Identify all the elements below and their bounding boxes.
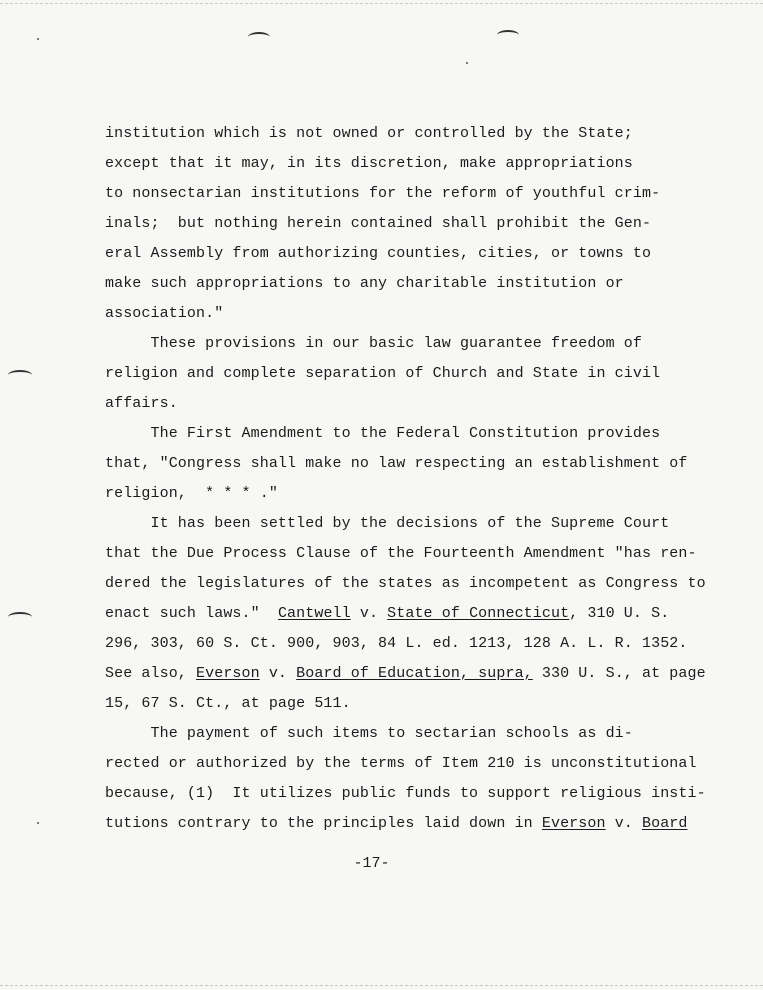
text-segment: 330 U. S., at page (532, 665, 706, 682)
text-segment: because, (1) It utilizes public funds to support religious insti- (105, 785, 706, 802)
text-line (105, 239, 705, 269)
text-line (105, 209, 705, 239)
text-line (105, 659, 705, 689)
margin-punch-mark (8, 612, 32, 622)
text-line (105, 629, 705, 659)
page-top-edge (0, 3, 763, 4)
text-line (105, 449, 705, 479)
text-segment: that, "Congress shall make no law respecting an establishment of (105, 455, 688, 472)
text-segment: v. (605, 815, 642, 832)
text-segment: institution which is not owned or controlled by the State; (105, 125, 633, 142)
text-line (105, 269, 705, 299)
text-segment: The First Amendment to the Federal Constitution provides (105, 425, 661, 442)
scan-speck (466, 62, 468, 64)
punch-hole-mark (248, 32, 270, 42)
text-line (105, 689, 705, 719)
text-segment: enact such laws." (105, 605, 278, 622)
text-segment: except that it may, in its discretion, make appropriations (105, 155, 633, 172)
text-segment: dered the legislatures of the states as incompetent as Congress to (105, 575, 706, 592)
text-line (105, 599, 705, 629)
text-segment: inals; but nothing herein contained shall prohibit the Gen- (105, 215, 652, 232)
case-citation: Board of Education, supra, (296, 665, 533, 682)
text-line (105, 479, 705, 509)
case-citation: Everson (196, 665, 260, 682)
text-segment: to nonsectarian institutions for the reform of youthful crim- (105, 185, 661, 202)
text-segment: religion, * * * ." (105, 485, 278, 502)
text-line (105, 359, 705, 389)
text-line (105, 149, 705, 179)
margin-punch-mark (8, 370, 32, 380)
document-body (105, 119, 705, 839)
text-line (105, 179, 705, 209)
scan-speck (37, 822, 39, 824)
text-segment: It has been settled by the decisions of the Supreme Court (105, 515, 670, 532)
text-segment: religion and complete separation of Church and State in civil (105, 365, 661, 382)
text-line (105, 809, 705, 839)
scan-speck (37, 38, 39, 40)
case-citation: State of Connecticut (387, 605, 570, 622)
text-segment: , 310 U. S. (569, 605, 670, 622)
text-line (105, 419, 705, 449)
text-line (105, 539, 705, 569)
page-number: -17- (353, 855, 390, 872)
text-segment: v. (350, 605, 388, 622)
text-segment: These provisions in our basic law guarantee freedom of (105, 335, 642, 352)
text-line (105, 779, 705, 809)
text-segment: 296, 303, 60 S. Ct. 900, 903, 84 L. ed. 1213, 128 A. L. R. 1352. (105, 635, 688, 652)
text-segment: See also, (105, 665, 197, 682)
text-segment: The payment of such items to sectarian schools as di- (105, 725, 633, 742)
text-line (105, 299, 705, 329)
text-line (105, 569, 705, 599)
text-segment: 15, 67 S. Ct., at page 511. (105, 695, 351, 712)
text-segment: association." (105, 305, 224, 322)
page-bottom-edge (0, 985, 763, 986)
text-line (105, 749, 705, 779)
case-citation: Cantwell (277, 605, 351, 622)
text-segment: make such appropriations to any charitable institution or (105, 275, 624, 292)
text-line (105, 509, 705, 539)
punch-hole-mark (497, 30, 519, 40)
text-line (105, 389, 705, 419)
text-segment: eral Assembly from authorizing counties, cities, or towns to (105, 245, 652, 262)
case-citation: Everson (541, 815, 606, 832)
text-line (105, 329, 705, 359)
text-segment: tutions contrary to the principles laid down in (105, 815, 542, 832)
text-segment: affairs. (105, 395, 178, 412)
case-citation: Board (642, 815, 688, 832)
text-line (105, 119, 705, 149)
text-segment: rected or authorized by the terms of Item 210 is unconstitutional (105, 755, 697, 772)
text-line (105, 719, 705, 749)
text-segment: v. (259, 665, 297, 682)
text-segment: that the Due Process Clause of the Fourteenth Amendment "has ren- (105, 545, 697, 562)
